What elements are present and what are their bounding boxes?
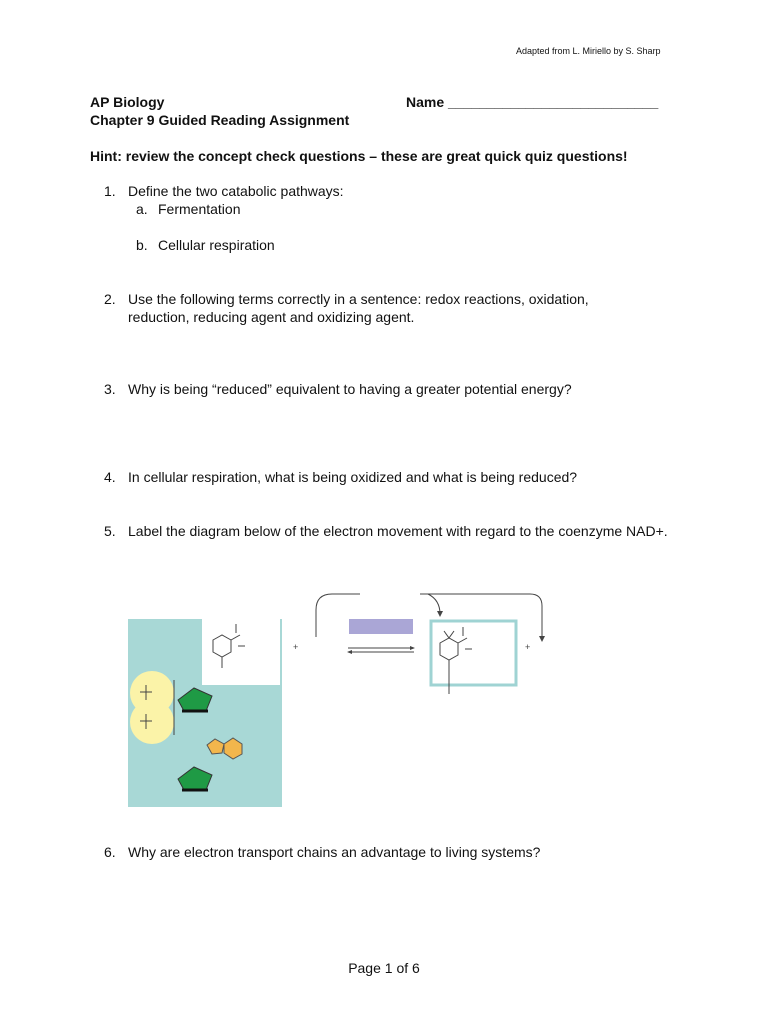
name-field-label: Name ___________________________ bbox=[406, 94, 659, 110]
hint-text: Hint: review the concept check questions – these are great quick quiz questions! bbox=[90, 148, 628, 164]
arrowhead-down bbox=[437, 611, 443, 617]
sub-item-cellular-respiration: Cellular respiration bbox=[158, 237, 275, 253]
question-text: Use the following terms correctly in a sentence: redox reactions, oxidation, reduction, reducing agent and oxidizing agent. bbox=[128, 291, 589, 325]
question-number: 3. bbox=[104, 381, 116, 397]
plus-sign-left: + bbox=[293, 642, 299, 652]
enzyme-label-bar bbox=[349, 619, 413, 634]
sub-item-fermentation: Fermentation bbox=[158, 201, 241, 217]
sub-letter: b. bbox=[136, 237, 148, 253]
question-number: 6. bbox=[104, 844, 116, 860]
question-text: Why are electron transport chains an advantage to living systems? bbox=[128, 844, 541, 860]
arrowhead-right bbox=[539, 636, 545, 642]
credit-line: Adapted from L. Miriello by S. Sharp bbox=[516, 46, 661, 56]
question-text: Define the two catabolic pathways: bbox=[128, 183, 344, 199]
question-number: 1. bbox=[104, 183, 116, 199]
question-number: 4. bbox=[104, 469, 116, 485]
nadh-product-box bbox=[431, 621, 516, 685]
question-text: In cellular respiration, what is being oxidized and what is being reduced? bbox=[128, 469, 578, 485]
question-text: Label the diagram below of the electron movement with regard to the coenzyme NAD+. bbox=[128, 523, 668, 539]
course-title: AP Biology bbox=[90, 94, 165, 110]
plus-sign-right: + bbox=[525, 642, 531, 652]
question-number: 5. bbox=[104, 523, 116, 539]
question-text: Why is being “reduced” equivalent to having a greater potential energy? bbox=[128, 381, 572, 397]
sub-letter: a. bbox=[136, 201, 148, 217]
assignment-title: Chapter 9 Guided Reading Assignment bbox=[90, 112, 350, 128]
reversible-arrows bbox=[348, 648, 414, 652]
arrowhead-reverse bbox=[347, 650, 352, 654]
question-number: 2. bbox=[104, 291, 116, 307]
arrowhead-forward bbox=[410, 646, 415, 650]
phosphate-group-2 bbox=[130, 700, 174, 744]
page-number: Page 1 of 6 bbox=[348, 960, 420, 976]
